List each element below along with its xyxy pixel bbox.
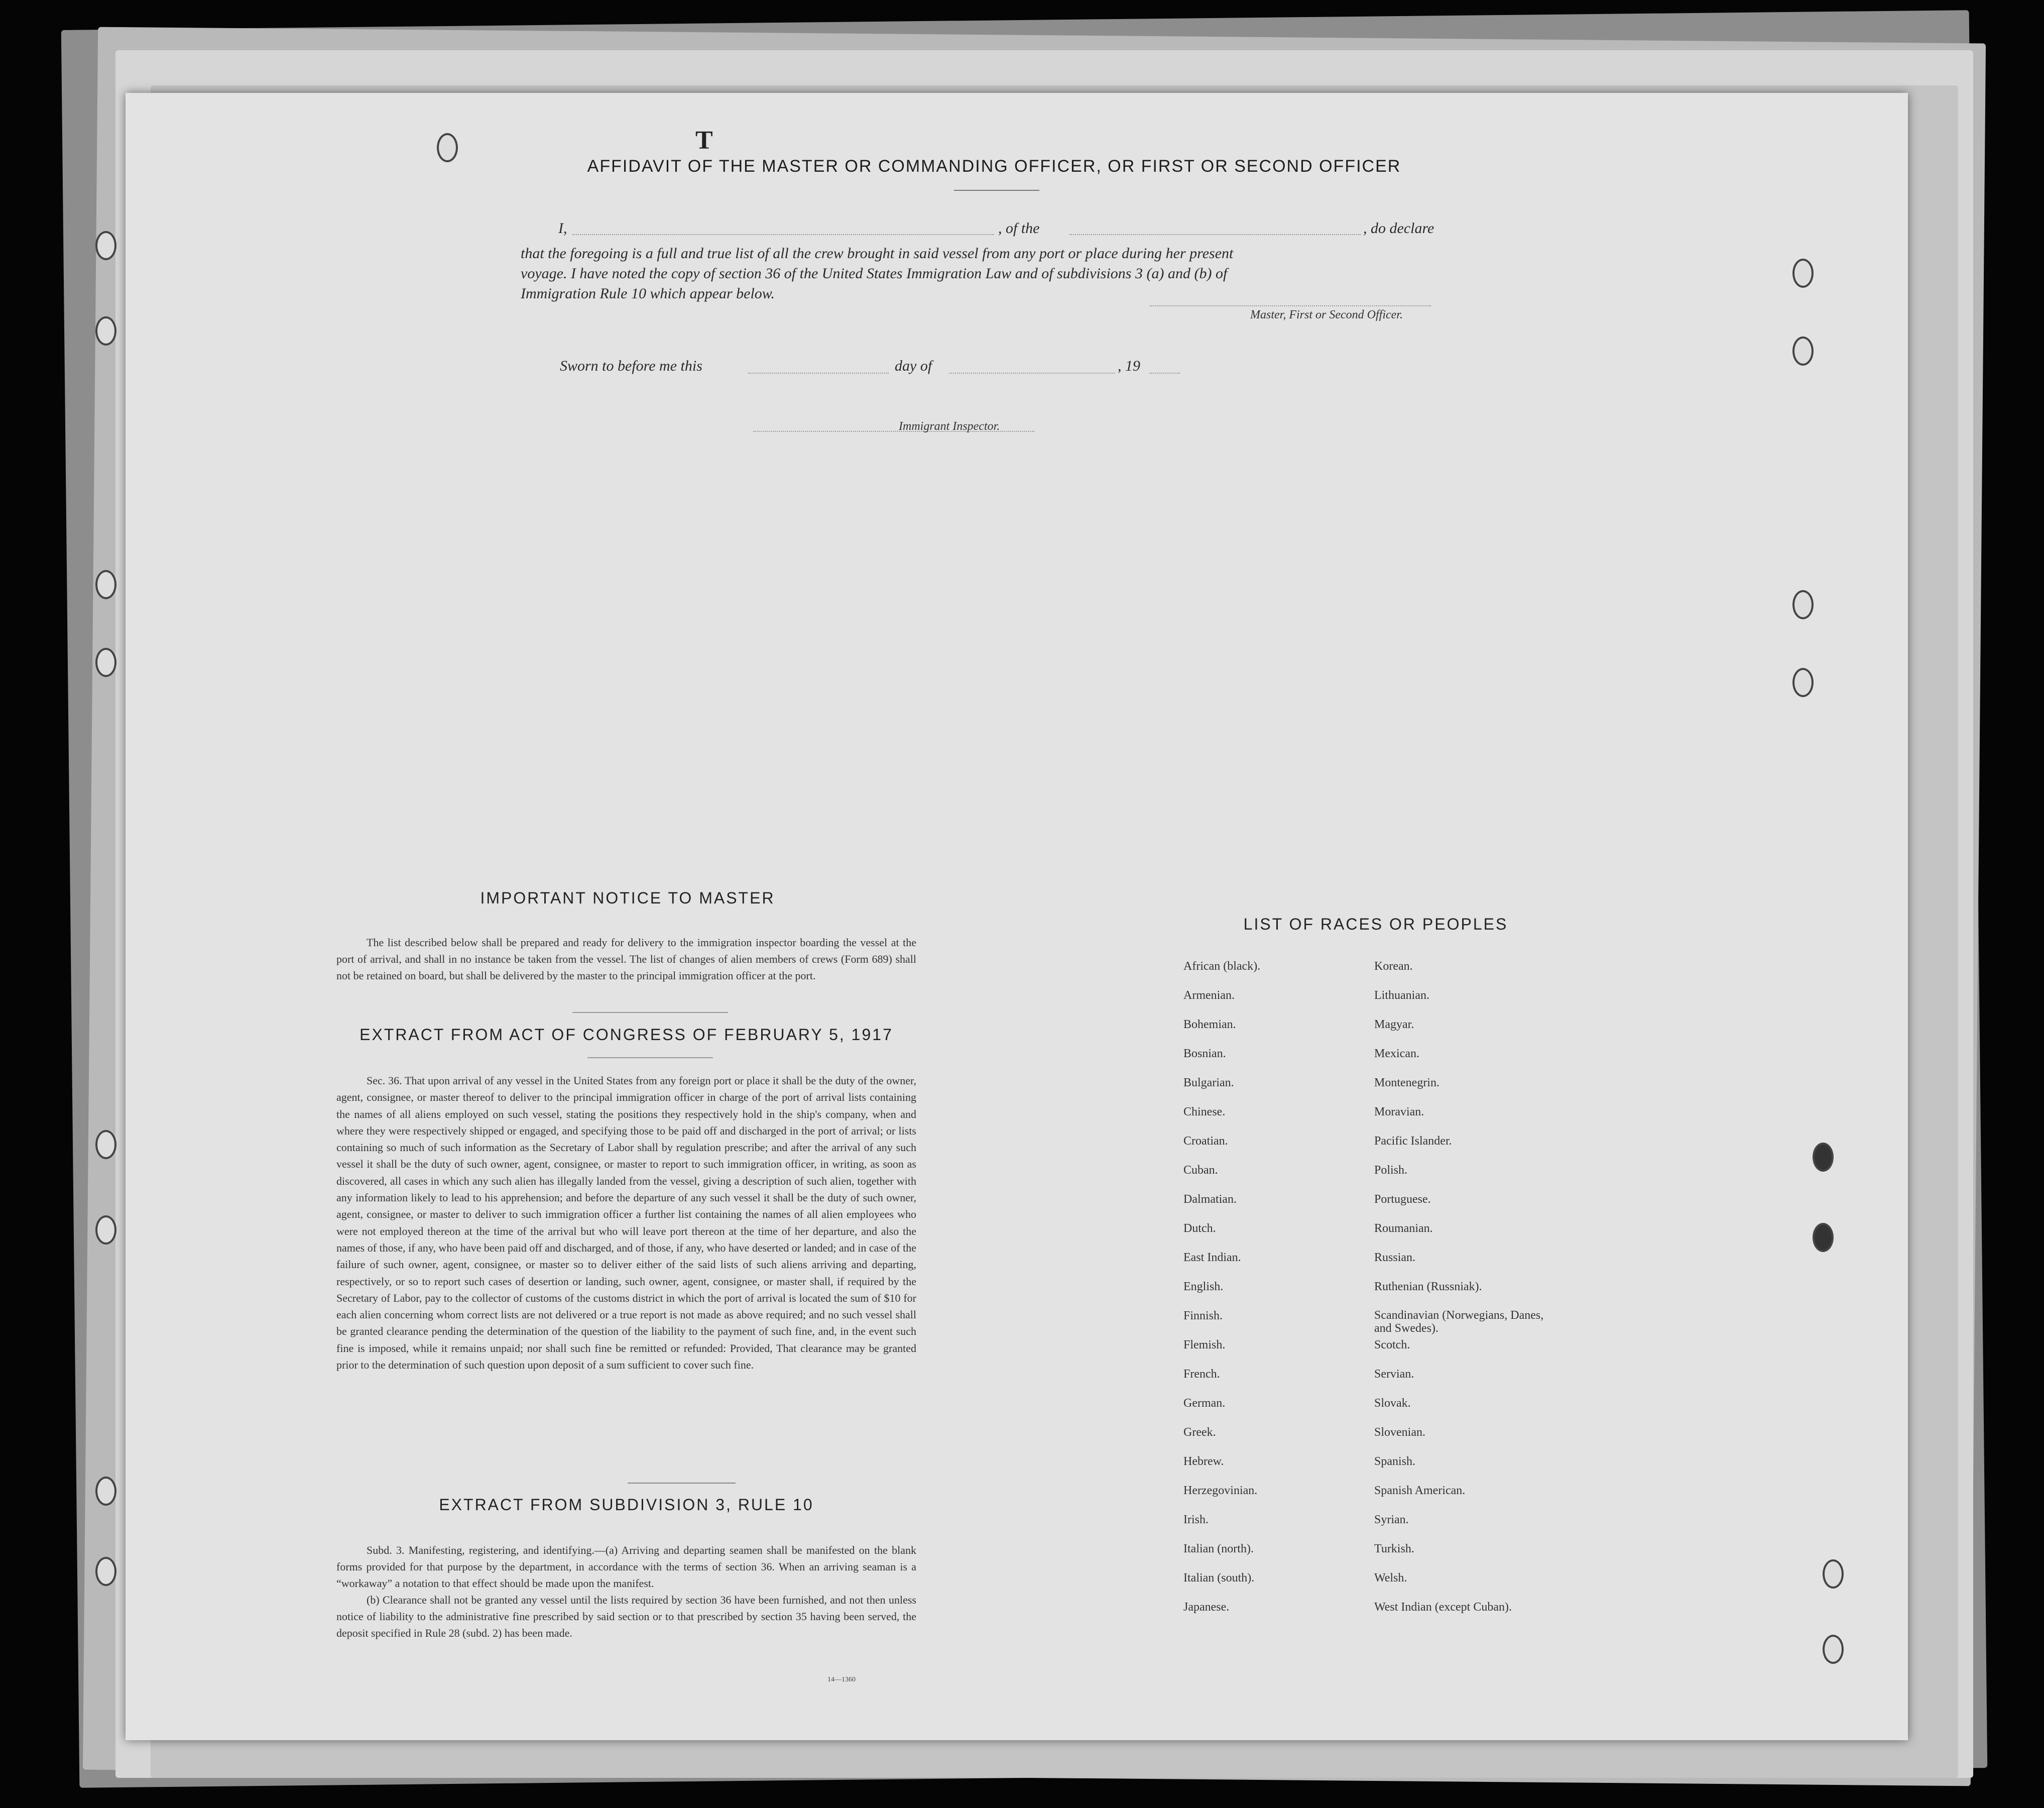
race-item: Turkish. bbox=[1374, 1542, 1414, 1555]
day-of-label: day of bbox=[895, 358, 932, 374]
race-item: Mexican. bbox=[1374, 1047, 1419, 1060]
race-item: Moravian. bbox=[1374, 1105, 1424, 1118]
binder-hole bbox=[95, 648, 116, 677]
race-item: Servian. bbox=[1374, 1368, 1414, 1381]
declaration-line-3: Immigration Rule 10 which appear below. bbox=[521, 285, 775, 302]
race-item: Lithuanian. bbox=[1374, 989, 1429, 1002]
race-item: Bohemian. bbox=[1183, 1018, 1236, 1031]
title-rule bbox=[954, 190, 1039, 191]
race-item: Cuban. bbox=[1183, 1164, 1218, 1177]
extract-act-rule bbox=[587, 1057, 713, 1058]
declaration-line-1: that the foregoing is a full and true list of all the crew brought in said vessel from any port or place during her present bbox=[521, 245, 1234, 262]
page-hole bbox=[1813, 1143, 1834, 1172]
race-item: Greek. bbox=[1183, 1426, 1216, 1439]
race-item: Korean. bbox=[1374, 960, 1413, 973]
page-hole bbox=[1792, 590, 1814, 619]
race-item: Polish. bbox=[1374, 1164, 1408, 1177]
affidavit-title: AFFIDAVIT OF THE MASTER OR COMMANDING OFFICER, OR FIRST OR SECOND OFFICER bbox=[587, 157, 1401, 176]
extract-rule-rule bbox=[628, 1483, 736, 1484]
binder-hole bbox=[95, 1557, 116, 1586]
binder-hole bbox=[95, 1477, 116, 1506]
binder-hole bbox=[95, 1215, 116, 1245]
race-item: Armenian. bbox=[1183, 989, 1235, 1002]
race-item: Finnish. bbox=[1183, 1309, 1223, 1322]
race-item: Herzegovinian. bbox=[1183, 1484, 1258, 1497]
extract-act-title: EXTRACT FROM ACT OF CONGRESS OF FEBRUARY 5, 1917 bbox=[359, 1026, 893, 1044]
inspector-label: Immigrant Inspector. bbox=[899, 420, 1000, 433]
race-item: Croatian. bbox=[1183, 1135, 1228, 1148]
page-hole bbox=[1813, 1223, 1834, 1252]
race-item: Roumanian. bbox=[1374, 1222, 1433, 1235]
signature-label: Master, First or Second Officer. bbox=[1250, 308, 1403, 321]
page-hole bbox=[1792, 336, 1814, 366]
subdivision-a-text: Subd. 3. Manifesting, registering, and identifying.—(a) Arriving and departing seamen shall be manifested on the blank forms provided for that purpose by the department, in accordance with the terms of section 36. When an arriving seaman is a “workaway” a notation to that effect should be made upon the manifest. bbox=[336, 1544, 916, 1590]
binder-hole bbox=[95, 570, 116, 599]
race-item: Spanish. bbox=[1374, 1455, 1416, 1468]
form-number: 14—1360 bbox=[827, 1676, 856, 1683]
sworn-label: Sworn to before me this bbox=[560, 358, 702, 374]
race-item: Flemish. bbox=[1183, 1338, 1226, 1351]
race-item: Scotch. bbox=[1374, 1338, 1410, 1351]
race-item: Ruthenian (Russniak). bbox=[1374, 1280, 1482, 1293]
race-item: Chinese. bbox=[1183, 1105, 1226, 1118]
day-blank bbox=[748, 373, 889, 374]
race-item: Bosnian. bbox=[1183, 1047, 1226, 1060]
binder-hole bbox=[95, 316, 116, 346]
race-item: East Indian. bbox=[1183, 1251, 1241, 1264]
subdivision-b-text: (b) Clearance shall not be granted any vessel until the lists required by section 36 have been furnished, and not then unless notice of liability to the administrative fine prescribed by said section or to that prescribed by section 35 having been served, the deposit specified in Rule 28 (subd. 2) has been made. bbox=[336, 1594, 916, 1639]
race-item: English. bbox=[1183, 1280, 1224, 1293]
declaration-of-the-label: , of the bbox=[998, 220, 1040, 237]
race-item: Welsh. bbox=[1374, 1571, 1407, 1585]
race-item: Russian. bbox=[1374, 1251, 1416, 1264]
page-hole bbox=[1792, 259, 1814, 288]
race-item: Dalmatian. bbox=[1183, 1193, 1237, 1206]
race-item: African (black). bbox=[1183, 960, 1261, 973]
race-item: Syrian. bbox=[1374, 1513, 1409, 1526]
year-label: , 19 bbox=[1118, 358, 1140, 374]
race-item: Magyar. bbox=[1374, 1018, 1414, 1031]
page-hole bbox=[1823, 1559, 1844, 1589]
extract-act-text: Sec. 36. That upon arrival of any vessel in the United States from any foreign port or place it shall be the duty of the owner, agent, consignee, or master thereof to deliver to the principal immigration officer in charge of the port of arrival lists containing the names of all aliens employed on such vessel, stating the positions they respectively hold in the ship's company, when and where they were respectively shipped or engaged, and specifying those to be paid off and discharged in the port of arrival; or lists containing so much of such information as the Secretary of Labor shall by regulation prescribe; and after the arrival of any such vessel it shall be the duty of such owner, agent, consignee, or master to report to such immigration officer, in writing, as soon as discovered, all cases in which any such alien has illegally landed from the vessel, giving a description of such alien, together with any information likely to lead to his apprehension; and before the departure of any such vessel it shall be the duty of such owner, agent, consignee, or master to deliver to such immigration officer a further list containing the names of all alien employees who were not employed thereon at the time of the arrival but who will leave port thereon at the time of her departure, and also the names of those, if any, who have been paid off and discharged, and of those, if any, who have deserted or landed; and in case of the failure of such owner, agent, consignee, or master so to deliver either of the said lists of such aliens arriving and departing, respectively, or so to report such cases of desertion or landing, such owner, agent, consignee, or master shall, if required by the Secretary of Labor, pay to the collector of customs of the customs district in which the port of arrival is located the sum of $10 for each alien concerning whom correct lists are not delivered or a true report is not made as above required; and no such vessel shall be granted clearance pending the determination of the question of the liability to the payment of such fine, and, in the event such fine is imposed, while it remains unpaid; nor shall such fine be remitted or refunded: Provided, That clearance may be granted prior to the determination of such question upon deposit of a sum sufficient to cover such fine. bbox=[336, 1074, 916, 1372]
race-item: Portuguese. bbox=[1374, 1193, 1431, 1206]
binder-hole bbox=[95, 231, 116, 260]
declaration-do-declare: , do declare bbox=[1363, 220, 1434, 237]
race-item: Hebrew. bbox=[1183, 1455, 1224, 1468]
races-title: LIST OF RACES OR PEOPLES bbox=[1243, 915, 1508, 933]
race-item: Japanese. bbox=[1183, 1601, 1230, 1614]
race-item: French. bbox=[1183, 1368, 1220, 1381]
race-item: West Indian (except Cuban). bbox=[1374, 1601, 1512, 1614]
signature-blank bbox=[1150, 305, 1431, 306]
extract-rule-title: EXTRACT FROM SUBDIVISION 3, RULE 10 bbox=[439, 1496, 814, 1514]
notice-text: The list described below shall be prepared and ready for delivery to the immigration inspector boarding the vessel at the port of arrival, and shall in no instance be taken from the vessel. The list of changes of alien members of crews (Form 689) shall not be retained on board, but shall be delivered by the master to the principal immigration officer at the port. bbox=[336, 936, 916, 982]
declaration-i-label: I, bbox=[558, 220, 567, 237]
extract-rule-text bbox=[336, 1542, 916, 1641]
races-right-column bbox=[1374, 959, 1610, 1629]
race-item: Slovak. bbox=[1374, 1397, 1411, 1410]
name-blank bbox=[572, 234, 994, 235]
declaration-line-2: voyage. I have noted the copy of section 36 of the United States Immigration Law and of subdivisions 3 (a) and (b) of bbox=[521, 265, 1228, 282]
page-hole bbox=[1792, 668, 1814, 697]
race-item: Italian (south). bbox=[1183, 1571, 1255, 1585]
race-item: Slovenian. bbox=[1374, 1426, 1425, 1439]
race-item: Montenegrin. bbox=[1374, 1076, 1439, 1089]
notice-rule bbox=[572, 1012, 728, 1013]
race-item: Spanish American. bbox=[1374, 1484, 1466, 1497]
month-blank bbox=[949, 373, 1115, 374]
race-item: Bulgarian. bbox=[1183, 1076, 1234, 1089]
page-hole bbox=[437, 133, 458, 162]
race-item: Dutch. bbox=[1183, 1222, 1216, 1235]
race-item: German. bbox=[1183, 1397, 1226, 1410]
race-item: Irish. bbox=[1183, 1513, 1209, 1526]
races-left-column bbox=[1183, 959, 1384, 1629]
affidavit-page bbox=[126, 93, 1908, 1740]
binder-hole bbox=[95, 1130, 116, 1159]
year-blank bbox=[1150, 373, 1180, 374]
race-item: Pacific Islander. bbox=[1374, 1135, 1452, 1148]
notice-title: IMPORTANT NOTICE TO MASTER bbox=[480, 889, 775, 907]
vessel-blank bbox=[1069, 234, 1361, 235]
corner-letter: T bbox=[695, 126, 713, 155]
race-item: Italian (north). bbox=[1183, 1542, 1254, 1555]
page-hole bbox=[1823, 1635, 1844, 1664]
race-item: Scandinavian (Norwegians, Danes, and Swedes). bbox=[1374, 1309, 1544, 1335]
